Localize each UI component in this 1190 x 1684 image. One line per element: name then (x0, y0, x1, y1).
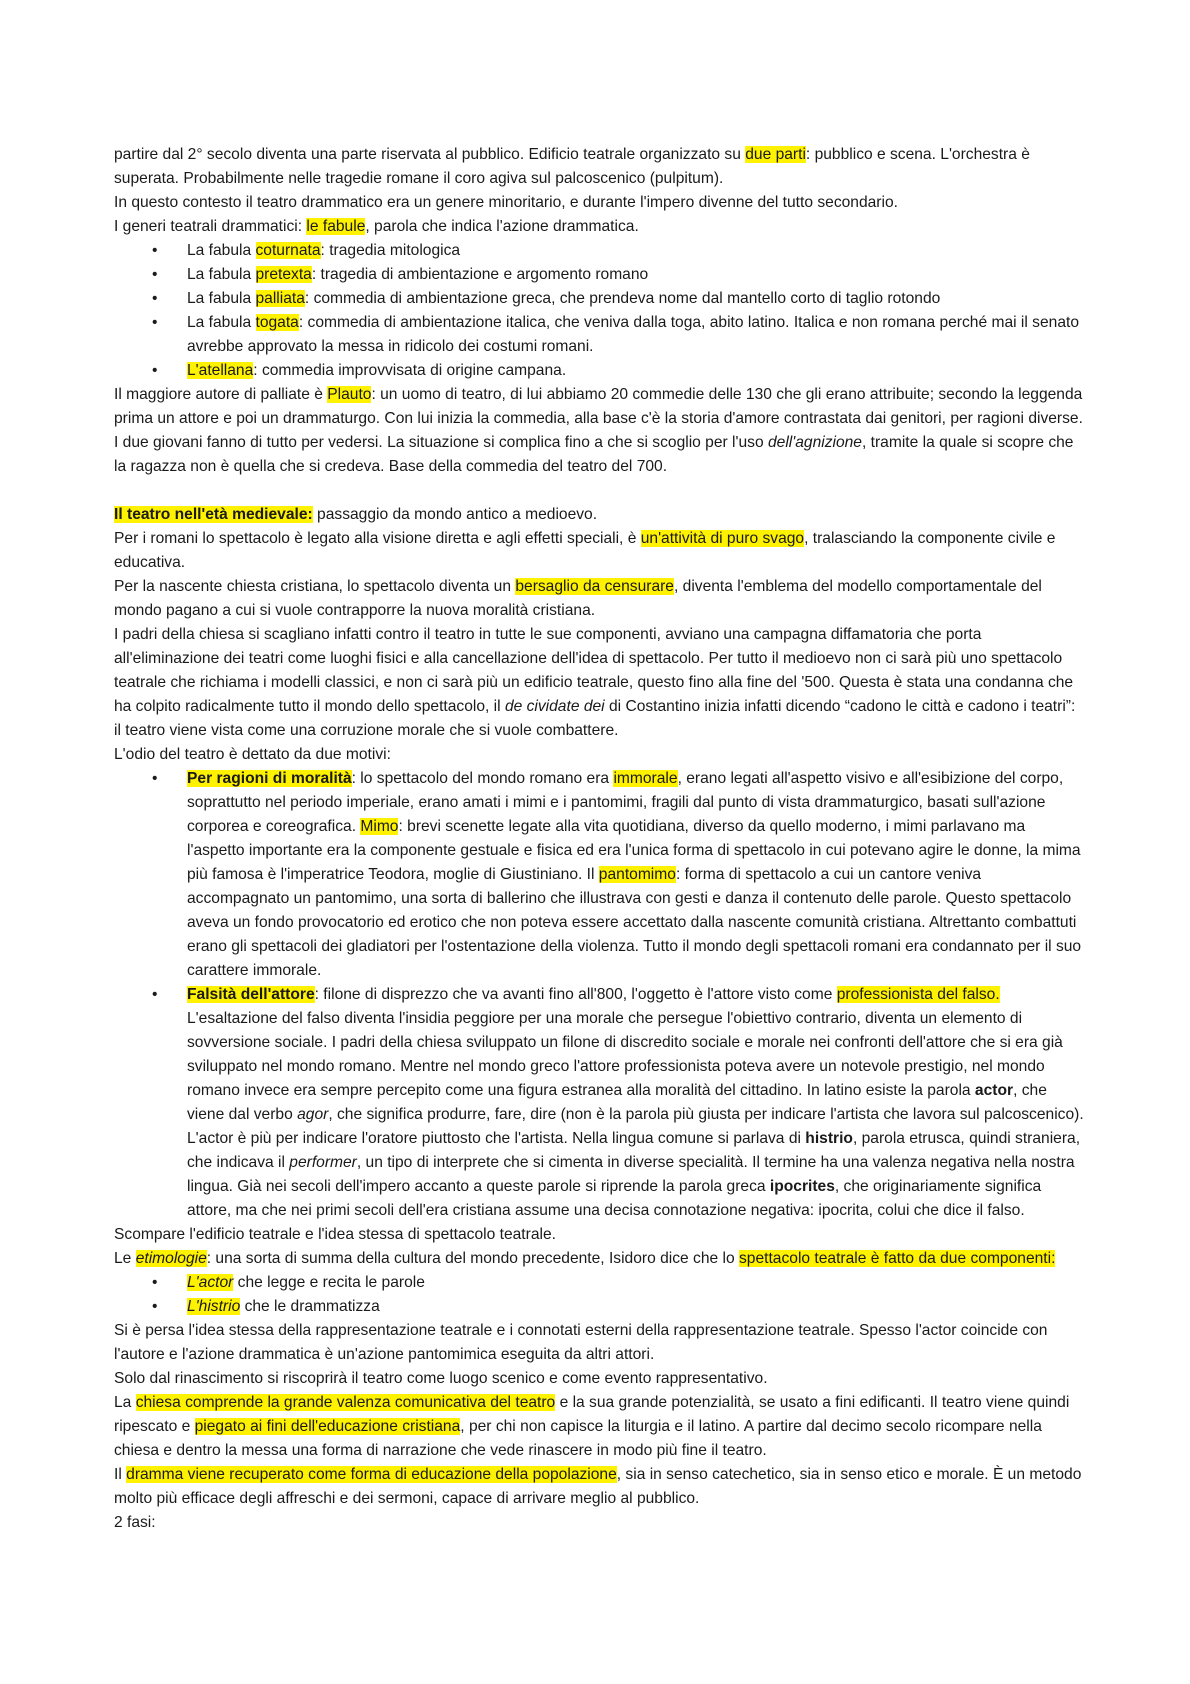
intro-paragraph-2: In questo contesto il teatro drammatico era un genere minoritario, e durante l'impero divenne del tutto secondario. (114, 194, 898, 211)
list-item: • La fabula pretexta: tragedia di ambientazione e argomento romano (114, 263, 1084, 287)
list-item: • La fabula togata: commedia di ambientazione italica, che veniva dalla toga, abito latino. Italica e non romana perché mai il senato avrebbe approvato la messa in ridicolo dei costumi romani. (114, 311, 1084, 359)
section-title: Il teatro nell'età medievale: (114, 506, 313, 523)
list-item: • Falsità dell'attore: filone di disprezzo che va avanti fino all'800, l'oggetto è l'attore visto come professionista del falso. L'esaltazione del falso diventa l'insidia peggiore per una morale che persegue l'obiettivo contrario, diventa un elemento di sovversione sociale. I padri della chiesa sviluppato un filone di discredito sociale e morale nei confronti dell'attore che si era già sviluppato nel mondo romano. Mentre nel mondo greco l'attore professionista poteva avere un notevole prestigio, nel mondo romano invece era sempre percepito come una figura estranea alla moralità del cittadino. In latino esiste la parola actor, che viene dal verbo agor, che significa produrre, fare, dire (non è la parola più giusta per indicare l'artista che lavora sul palcoscenico). L'actor è più per indicare l'oratore piuttosto che l'artista. Nella lingua comune si parlava di histrio, parola etrusca, quindi straniera, che indicava il performer, un tipo di interprete che si cimenta in diverse specialità. Il termine ha una valenza negativa nella nostra lingua. Già nei secoli dell'impero accanto a queste parole si riprende la parola greca ipocrites, che originariamente significa attore, ma che nei primi secoli dell'era cristiana assume una decisa connotazione negativa: ipocrita, colui che dice il falso. (114, 983, 1084, 1223)
intro-paragraph-3: I generi teatrali drammatici: le fabule, parola che indica l'azione drammatica. (114, 218, 639, 235)
highlight-plauto: Plauto (327, 386, 372, 403)
componenti-list (114, 1271, 1084, 1319)
fabule-list (114, 239, 1084, 383)
list-item: • L'histrio che le drammatizza (114, 1295, 1084, 1319)
plauto-paragraph: Il maggiore autore di palliate è Plauto: un uomo di teatro, di lui abbiamo 20 commedie delle 130 che gli erano attribuite; secondo la leggenda prima un attore e poi un drammaturgo. Con lui inizia la commedia, alla base c'è la storia d'amore contrastata dai genitori, per ragioni diverse. I due giovani fanno di tutto per vedersi. La situazione si complica fino a che si scoglio per l'uso dell'agnizione, tramite la quale si scopre che la ragazza non è quella che si credeva. Base della commedia del teatro del 700. (114, 386, 1083, 475)
medievale-paragraph-2: Per la nascente chiesta cristiana, lo spettacolo diventa un bersaglio da censurare, diventa l'emblema del modello comportamentale del mondo pagano a cui si vuole contrapporre la nuova moralità cristiana. (114, 578, 1042, 619)
medievale-paragraph-3: I padri della chiesa si scagliano infatti contro il teatro in tutte le sue componenti, avviano una campagna diffamatoria che porta all'eliminazione dei teatri come luoghi fisici e alla cancellazione dell'idea di spettacolo. Per tutto il medioevo non ci sarà più uno spettacolo teatrale che richiama i modelli classici, e non ci sarà più un edificio teatrale, questo fino alla fine del '500. Questa è stata una condanna che ha colpito radicalmente tutto il mondo dello spettacolo, il de cividate dei di Costantino inizia infatti dicendo “cadono le città e cadono i teatri”: il teatro viene vista come una corruzione morale che si vuole combattere. (114, 626, 1076, 739)
document-body (114, 143, 1084, 1535)
list-item: • Per ragioni di moralità: lo spettacolo del mondo romano era immorale, erano legati all'aspetto visivo e all'esibizione del corpo, soprattutto nel periodo imperiale, erano amati i mimi e i pantomimi, fragili dal punto di vista drammaturgico, basati sull'azione corporea e coreografica. Mimo: brevi scenette legate alla vita quotidiana, diverso da quello moderno, i mimi parlavano ma l'aspetto importante era la componente gestuale e fisica ed era l'unica forma di spettacolo in cui potevano agire le donne, la mima più famosa è l'imperatrice Teodora, moglie di Giustiniano. Il pantomimo: forma di spettacolo a cui un cantore veniva accompagnato un pantomimo, una sorta di ballerino che illustrava con gesti e danza il contenuto delle parole. Questo spettacolo aveva un fondo provocatorio ed erotico che non poteva essere accettato dalla nascente comunità cristiana. Altrettanto combattuti erano gli spettacoli dei gladiatori per l'ostentazione della violenza. Tutto il mondo degli spettacoli romani era condannato per il suo carattere immorale. (114, 767, 1084, 983)
etimologie-paragraph-1: Scompare l'edificio teatrale e l'idea stessa di spettacolo teatrale. (114, 1226, 556, 1243)
conclusione-paragraph-2: Solo dal rinascimento si riscoprirà il teatro come luogo scenico e come evento rappresentativo. (114, 1370, 768, 1387)
motivi-list (114, 767, 1084, 1223)
spacer (114, 479, 1084, 503)
intro-paragraph-1: partire dal 2° secolo diventa una parte riservata al pubblico. Edificio teatrale organizzato su due parti: pubblico e scena. L'orchestra è superata. Probabilmente nelle tragedie romane il coro agiva sul palcoscenico (pulpitum). (114, 146, 1030, 187)
conclusione-paragraph-1: Si è persa l'idea stessa della rappresentazione teatrale e i connotati esterni della rappresentazione teatrale. Spesso l'actor coincide con l'autore e l'azione drammatica è un'azione pantomimica eseguita da altri attori. (114, 1322, 1048, 1363)
section-heading: Il teatro nell'età medievale: passaggio da mondo antico a medioevo. (114, 506, 598, 523)
highlight-due-parti: due parti (745, 146, 806, 163)
conclusione-paragraph-4: Il dramma viene recuperato come forma di educazione della popolazione, sia in senso catechetico, sia in senso etico e morale. È un metodo molto più efficace degli affreschi e dei sermoni, capace di arrivare meglio al pubblico. (114, 1466, 1082, 1507)
medievale-paragraph-1: Per i romani lo spettacolo è legato alla visione diretta e agli effetti speciali, è un'attività di puro svago, tralasciando la componente civile e educativa. (114, 530, 1056, 571)
list-item: • La fabula coturnata: tragedia mitologica (114, 239, 1084, 263)
medievale-paragraph-4: L'odio del teatro è dettato da due motivi: (114, 746, 391, 763)
etimologie-paragraph-2: Le etimologie: una sorta di summa della cultura del mondo precedente, Isidoro dice che lo spettacolo teatrale è fatto da due componenti: (114, 1250, 1056, 1267)
list-item: • La fabula palliata: commedia di ambientazione greca, che prendeva nome dal mantello corto di taglio rotondo (114, 287, 1084, 311)
conclusione-paragraph-5: 2 fasi: (114, 1514, 156, 1531)
highlight-le-fabule: le fabule (306, 218, 366, 235)
list-item: • L'atellana: commedia improvvisata di origine campana. (114, 359, 1084, 383)
conclusione-paragraph-3: La chiesa comprende la grande valenza comunicativa del teatro e la sua grande potenzialità, se usato a fini edificanti. Il teatro viene quindi ripescato e piegato ai fini dell'educazione cristiana, per chi non capisce la liturgia e il latino. A partire dal decimo secolo ricompare nella chiesa e dentro la messa una forma di narrazione che vede rinascere in modo più fine il teatro. (114, 1394, 1070, 1459)
list-item: • L'actor che legge e recita le parole (114, 1271, 1084, 1295)
